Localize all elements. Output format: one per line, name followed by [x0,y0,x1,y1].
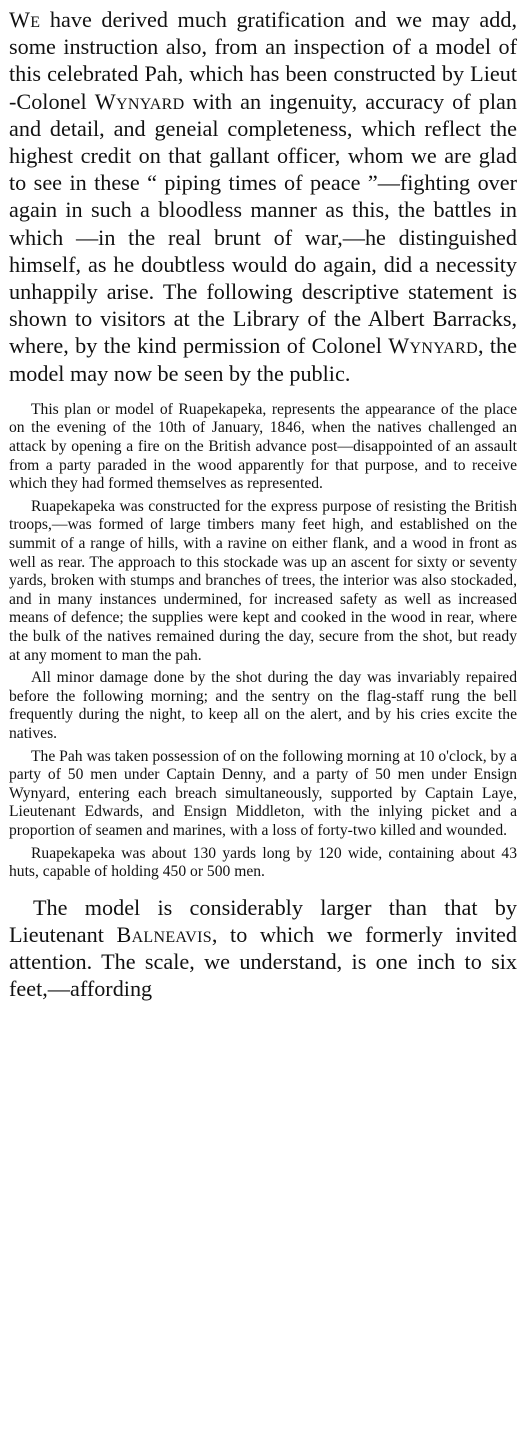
statement-paragraph-3: All minor damage done by the shot during the day was invariably repaired before the following morning; and the sentry on the flag-staff rung the bell frequently during the night, to keep all on the alert, and by his cries excite the natives. [9,669,517,742]
statement-paragraph-2: Ruapekapeka was constructed for the express purpose of resisting the British troops,—was formed of large timbers many feet high, and established on the summit of a range of hills, with a ravine on either flank, and a wood in front as well as rear. The approach to this stockade was up an ascent for sixty or seventy yards, broken with stumps and branches of trees, the interior was also stockaded, and in many instances undermined, for increased safety as well as increased means of defence; the supplies were kept and cooked in the wood in rear, where the bulk of the natives remained during the day, secure from the shot, but ready at any moment to man the pah. [9,497,517,664]
intro-text-part2: with an ingenuity, accuracy of plan and detail, and geneial completeness, which reflect the highest credit on that gallant officer, whom we are glad to see in these “ piping times of peace ”—fighting over again in such a bloodless manner as this, the battles in which —in the real brunt of war,—he distinguished himself, as he doubtless would do again, did a necessity unhappily arise. The following descriptive statement is shown to visitors at the Library of the Albert Barracks, where, by the kind permission of Colonel [9,88,517,359]
outro-text-part1: The model is considerably larger than that by Lieutenant [9,894,517,947]
intro-text-part1: have derived much gratification and we may add, some instruction also, from an inspection of a model of this celebrated Pah, which has been constructed by Lieut -Colonel [9,7,517,114]
outro-paragraph [9,894,517,1003]
intro-name-wynyard-2: Wynyard [388,333,478,359]
descriptive-statement [9,401,517,882]
intro-paragraph [9,6,517,387]
intro-text-part3: , the model may now be seen by the public. [9,333,517,386]
outro-text-part2: , to which we formerly invited attention. The scale, we understand, is one inch to six feet,—affording [9,921,517,1002]
statement-paragraph-4: The Pah was taken possession of on the following morning at 10 o'clock, by a party of 50 men under Captain Denny, and a party of 50 men under Ensign Wynyard, entering each breach simultaneously, supported by Captain Laye, Lieutenant Edwards, and Ensign Middleton, with the inlying picket and a proportion of seamen and marines, with a loss of forty-two killed and wounded. [9,747,517,839]
statement-paragraph-1: This plan or model of Ruapekapeka, represents the appearance of the place on the evening of the 10th of January, 1846, when the natives challenged an attack by opening a fire on the British advance post—disappointed of an assault from a party paraded in the wood apparently for that purpose, and to receive which they had formed themselves as represented. [9,400,517,493]
intro-opening-word: We [9,7,41,32]
statement-paragraph-5: Ruapekapeka was about 130 yards long by 120 wide, containing about 43 huts, capable of holding 450 or 500 men. [9,844,517,881]
outro-name-balneavis: Balneavis [116,921,212,947]
intro-name-wynyard-1: Wynyard [94,88,185,114]
